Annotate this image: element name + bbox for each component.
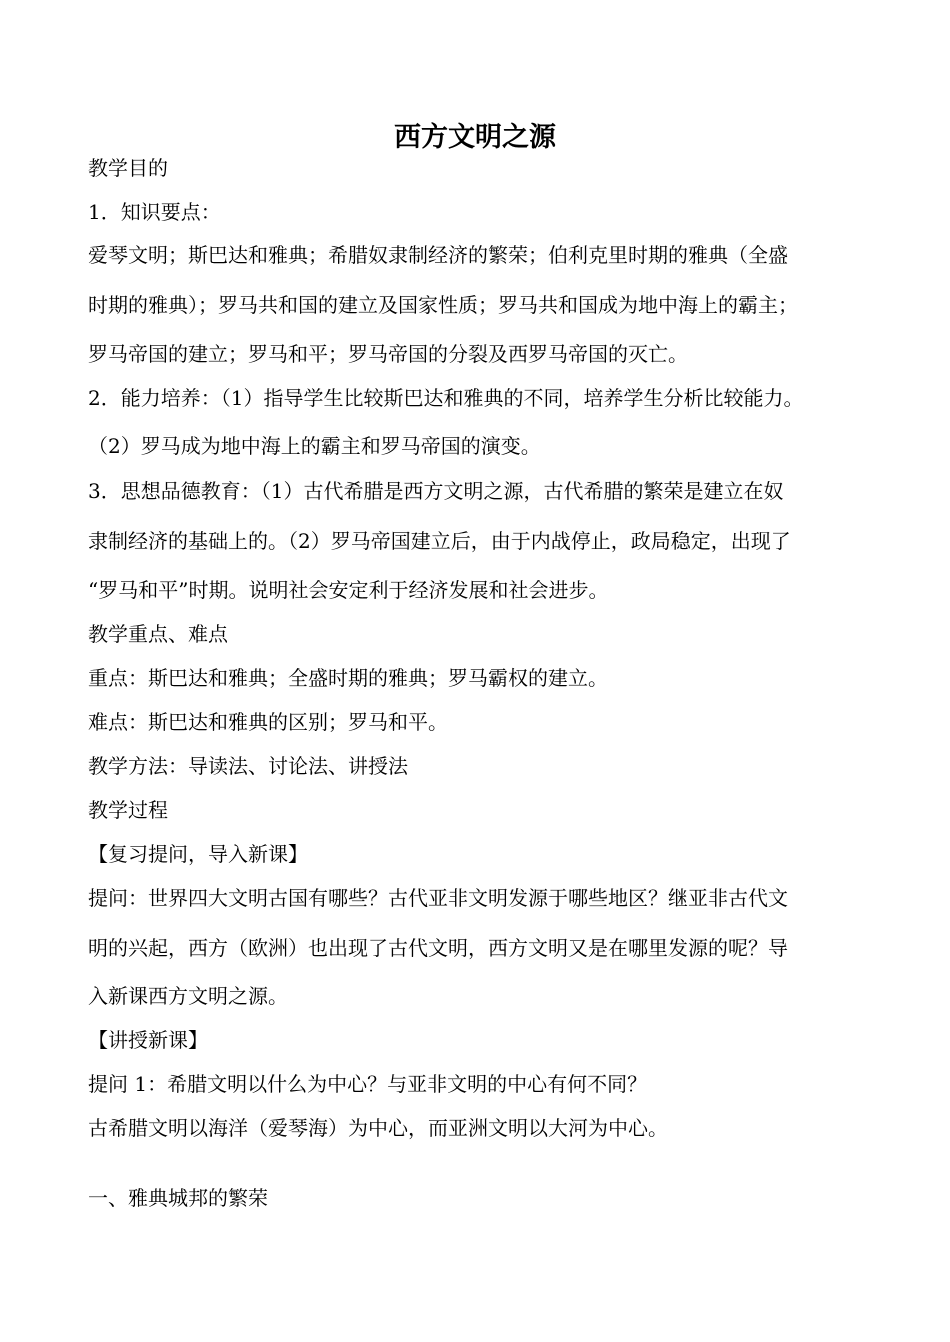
paragraph-line: 罗马帝国的建立；罗马和平；罗马帝国的分裂及西罗马帝国的灭亡。 (88, 342, 688, 366)
paragraph-line: 隶制经济的基础上的。（2）罗马帝国建立后，由于内战停止，政局稳定，出现了 (88, 529, 791, 553)
paragraph-line: 难点：斯巴达和雅典的区别；罗马和平。 (88, 710, 448, 734)
subheading-moral-education: 3．思想品德教育：（1）古代希腊是西方文明之源，古代希腊的繁荣是建立在奴 (88, 479, 784, 503)
paragraph-line: “罗马和平”时期。说明社会安定利于经济发展和社会进步。 (88, 578, 609, 602)
heading-teaching-goals: 教学目的 (88, 156, 168, 180)
document-title: 西方文明之源 (394, 122, 556, 153)
paragraph-line: 教学方法：导读法、讨论法、讲授法 (88, 754, 408, 778)
heading-teaching-process: 教学过程 (88, 798, 168, 822)
paragraph-line: 提问 1：希腊文明以什么为中心？与亚非文明的中心有何不同？ (88, 1072, 648, 1096)
heading-section-one: 一、雅典城邦的繁荣 (88, 1186, 268, 1210)
paragraph-line: 提问：世界四大文明古国有哪些？古代亚非文明发源于哪些地区？继亚非古代文 (88, 886, 788, 910)
paragraph-line: 明的兴起，西方（欧洲）也出现了古代文明，西方文明又是在哪里发源的呢？导 (88, 936, 788, 960)
paragraph-line: （2）罗马成为地中海上的霸主和罗马帝国的演变。 (88, 434, 541, 458)
paragraph-line: 古希腊文明以海洋（爱琴海）为中心，而亚洲文明以大河为中心。 (88, 1116, 668, 1140)
section-new-lesson: 【讲授新课】 (88, 1028, 208, 1052)
subheading-ability-training: 2．能力培养：（1）指导学生比较斯巴达和雅典的不同，培养学生分析比较能力。 (88, 386, 804, 410)
subheading-knowledge-points: 1．知识要点： (88, 200, 221, 224)
heading-key-points: 教学重点、难点 (88, 622, 228, 646)
paragraph-line: 爱琴文明；斯巴达和雅典；希腊奴隶制经济的繁荣；伯利克里时期的雅典（全盛 (88, 243, 788, 267)
section-review-intro: 【复习提问，导入新课】 (88, 842, 308, 866)
paragraph-line: 重点：斯巴达和雅典；全盛时期的雅典；罗马霸权的建立。 (88, 666, 608, 690)
paragraph-line: 时期的雅典）；罗马共和国的建立及国家性质；罗马共和国成为地中海上的霸主； (88, 293, 798, 317)
paragraph-line: 入新课西方文明之源。 (88, 984, 288, 1008)
